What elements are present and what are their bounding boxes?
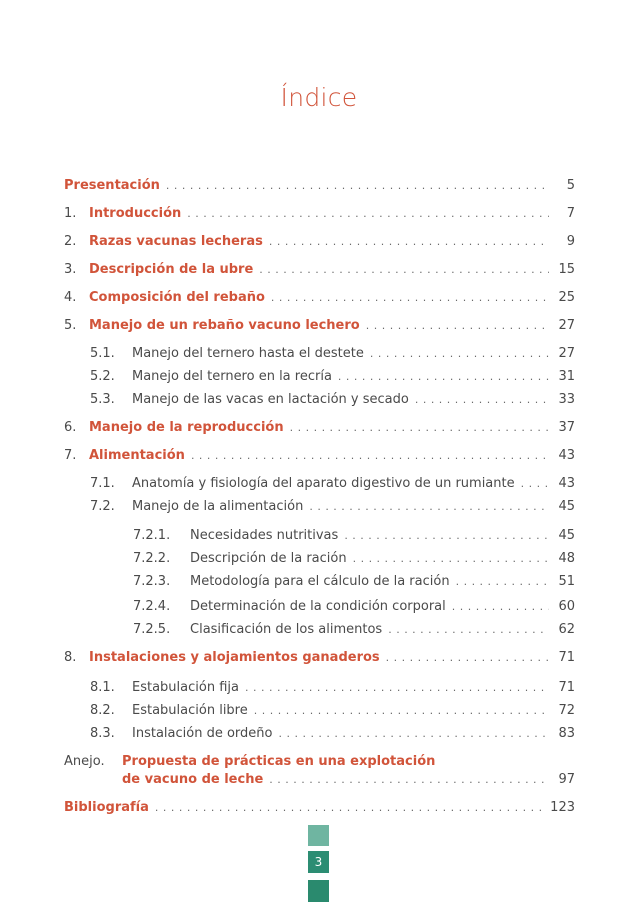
toc-entry-label: Metodología para el cálculo de la ración	[190, 574, 450, 589]
toc-entry-label: Estabulación libre	[132, 703, 248, 718]
toc-entry-7-2-4[interactable]	[133, 593, 575, 615]
toc-entry-7-2-2[interactable]	[133, 545, 575, 567]
toc-entry-page: 72	[558, 703, 575, 718]
toc-entry-number: 5.3.	[90, 392, 115, 407]
toc-entry-5-1[interactable]	[90, 340, 575, 362]
toc-entry-number: 7.2.1.	[133, 528, 171, 543]
toc-entry-label: Descripción de la ración	[190, 551, 347, 566]
toc-entry-7-2-5[interactable]	[133, 616, 575, 638]
leader-dots	[338, 369, 549, 385]
toc-entry-presentacion[interactable]	[64, 172, 575, 194]
toc-entry-page: 60	[558, 599, 575, 614]
toc-entry-number: 5.2.	[90, 369, 115, 384]
page-number: 3	[308, 851, 329, 873]
toc-entry-number: 7.2.	[90, 499, 115, 514]
toc-entry-2[interactable]	[64, 228, 575, 250]
leader-dots	[388, 622, 549, 638]
toc-entry-page: 71	[558, 680, 575, 695]
toc-entry-page: 62	[558, 622, 575, 637]
toc-entry-page: 51	[558, 574, 575, 589]
toc-entry-7[interactable]	[64, 442, 575, 464]
toc-entry-number: 5.1.	[90, 346, 115, 361]
toc-entry-label: Alimentación	[89, 448, 185, 463]
page-title: Índice	[280, 83, 358, 112]
toc-entry-label: Composición del rebaño	[89, 290, 265, 305]
leader-dots	[290, 420, 549, 436]
toc-entry-page: 27	[558, 346, 575, 361]
leader-dots	[366, 318, 549, 334]
toc-entry-number: 7.2.4.	[133, 599, 171, 614]
toc-entry-page: 45	[558, 499, 575, 514]
toc-entry-page: 31	[558, 369, 575, 384]
leader-dots	[309, 499, 549, 515]
toc-entry-page: 71	[558, 650, 575, 665]
toc-entry-label: Propuesta de prácticas en una explotación	[122, 754, 436, 769]
toc-entry-4[interactable]	[64, 284, 575, 306]
leader-dots	[456, 574, 549, 590]
toc-entry-label: Manejo del ternero en la recría	[132, 369, 332, 384]
toc-entry-page: 43	[558, 476, 575, 491]
leader-dots	[386, 650, 549, 666]
toc-entry-label: Clasificación de los alimentos	[190, 622, 383, 637]
toc-entry-8-3[interactable]	[90, 720, 575, 742]
toc-entry-label: Descripción de la ubre	[89, 262, 254, 277]
toc-entry-number: 2.	[64, 234, 77, 249]
toc-entry-number: 7.	[64, 448, 77, 463]
toc-entry-number: 8.	[64, 650, 77, 665]
toc-entry-page: 43	[558, 448, 575, 463]
toc-entry-5-3[interactable]	[90, 386, 575, 408]
toc-entry-number: 8.2.	[90, 703, 115, 718]
leader-dots	[415, 392, 549, 408]
leader-dots	[353, 551, 549, 567]
toc-entry-label: Introducción	[89, 206, 182, 221]
leader-dots	[187, 206, 549, 222]
decorative-square-bottom	[308, 880, 329, 902]
leader-dots	[155, 800, 544, 816]
toc-entry-page: 45	[558, 528, 575, 543]
toc-entry-label: Estabulación fija	[132, 680, 239, 695]
toc-entry-7-2-1[interactable]	[133, 522, 575, 544]
toc-entry-page: 27	[558, 318, 575, 333]
leader-dots	[452, 599, 549, 615]
toc-entry-page: 5	[566, 178, 575, 193]
toc-entry-label: Presentación	[64, 178, 160, 193]
toc-entry-6[interactable]	[64, 414, 575, 436]
toc-entry-page: 9	[566, 234, 575, 249]
leader-dots	[269, 772, 549, 788]
leader-dots	[370, 346, 549, 362]
leader-dots	[269, 234, 549, 250]
toc-entry-label: Instalaciones y alojamientos ganaderos	[89, 650, 380, 665]
toc-entry-3[interactable]	[64, 256, 575, 278]
toc-entry-number: 7.1.	[90, 476, 115, 491]
toc-entry-number: 4.	[64, 290, 77, 305]
toc-entry-number: Anejo.	[64, 754, 105, 769]
toc-entry-label: Instalación de ordeño	[132, 726, 273, 741]
toc-entry-page: 48	[558, 551, 575, 566]
leader-dots	[278, 726, 549, 742]
toc-entry-1[interactable]	[64, 200, 575, 222]
toc-entry-page: 7	[566, 206, 575, 221]
toc-entry-bibliografia[interactable]	[64, 794, 575, 816]
toc-entry-label: Manejo del ternero hasta el destete	[132, 346, 364, 361]
toc-entry-number: 1.	[64, 206, 77, 221]
toc-entry-page: 25	[558, 290, 575, 305]
toc-entry-page: 97	[558, 772, 575, 787]
toc-entry-number: 8.3.	[90, 726, 115, 741]
toc-entry-number: 3.	[64, 262, 77, 277]
toc-entry-page: 15	[558, 262, 575, 277]
toc-entry-5-2[interactable]	[90, 363, 575, 385]
leader-dots	[271, 290, 549, 306]
toc-entry-number: 8.1.	[90, 680, 115, 695]
toc-entry-label: Manejo de un rebaño vacuno lechero	[89, 318, 360, 333]
toc-entry-label: Razas vacunas lecheras	[89, 234, 263, 249]
toc-entry-7-2-3[interactable]	[133, 568, 575, 590]
toc-entry-page: 123	[550, 800, 575, 815]
toc-entry-number: 6.	[64, 420, 77, 435]
leader-dots	[521, 476, 549, 492]
toc-entry-label: Bibliografía	[64, 800, 149, 815]
toc-entry-label: Manejo de las vacas en lactación y secado	[132, 392, 409, 407]
toc-entry-label: Determinación de la condición corporal	[190, 599, 446, 614]
toc-entry-label-continued: de vacuno de leche	[122, 772, 264, 787]
toc-entry-8[interactable]	[64, 644, 575, 666]
toc-entry-anejo-line2[interactable]	[122, 766, 575, 788]
toc-entry-8-1[interactable]	[90, 674, 575, 696]
toc-entry-label: Manejo de la alimentación	[132, 499, 304, 514]
toc-entry-number: 7.2.3.	[133, 574, 171, 589]
leader-dots	[259, 262, 549, 278]
toc-entry-page: 33	[558, 392, 575, 407]
toc-entry-label: Manejo de la reproducción	[89, 420, 284, 435]
toc-entry-label: Anatomía y fisiología del aparato digestivo de un rumiante	[132, 476, 515, 491]
toc-entry-page: 83	[558, 726, 575, 741]
toc-entry-5[interactable]	[64, 312, 575, 334]
leader-dots	[254, 703, 549, 719]
toc-entry-number: 7.2.5.	[133, 622, 171, 637]
leader-dots	[191, 448, 549, 464]
leader-dots	[166, 178, 549, 194]
toc-entry-number: 7.2.2.	[133, 551, 171, 566]
toc-entry-page: 37	[558, 420, 575, 435]
leader-dots	[245, 680, 549, 696]
toc-entry-7-2[interactable]	[90, 493, 575, 515]
leader-dots	[344, 528, 549, 544]
decorative-square-top	[308, 825, 329, 846]
toc-entry-label: Necesidades nutritivas	[190, 528, 339, 543]
toc-entry-8-2[interactable]	[90, 697, 575, 719]
toc-entry-7-1[interactable]	[90, 470, 575, 492]
toc-entry-number: 5.	[64, 318, 77, 333]
